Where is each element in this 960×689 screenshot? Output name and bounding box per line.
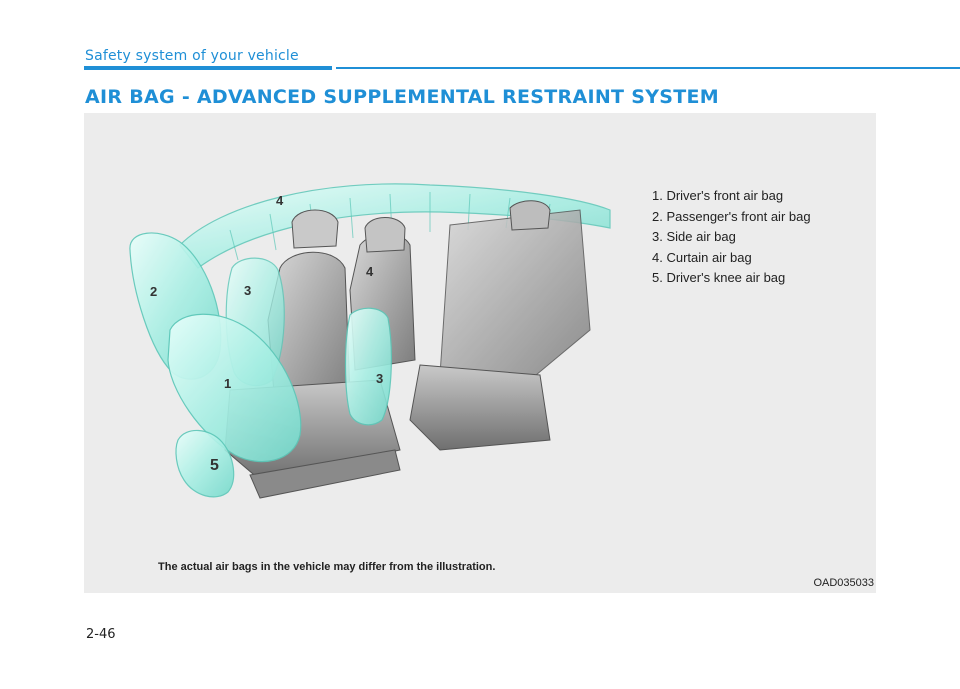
passenger-side-airbag — [346, 308, 392, 425]
callout-4-roof: 4 — [276, 193, 284, 208]
legend-item-passenger-front: 2. Passenger's front air bag — [652, 208, 811, 224]
section-header: Safety system of your vehicle — [85, 48, 299, 64]
callout-3-driver: 3 — [244, 283, 252, 298]
image-code: OAD035033 — [813, 577, 874, 589]
callout-2: 2 — [150, 284, 158, 299]
legend-item-driver-front: 1. Driver's front air bag — [652, 188, 784, 203]
figure-caption: The actual air bags in the vehicle may differ from the illustration. — [158, 561, 496, 573]
airbag-illustration — [110, 150, 630, 528]
passenger-headrest — [365, 218, 405, 253]
page-title: AIR BAG - ADVANCED SUPPLEMENTAL RESTRAINT SYSTEM — [85, 86, 719, 108]
header-rule-thin — [336, 67, 960, 69]
legend-item-side: 3. Side air bag — [652, 229, 736, 244]
airbag-legend — [652, 186, 811, 289]
rear-seat-cushion — [410, 365, 550, 450]
legend-item-curtain: 4. Curtain air bag — [652, 249, 752, 265]
callout-1: 1 — [224, 376, 232, 391]
callout-4-pillar: 4 — [366, 264, 374, 279]
callout-5: 5 — [210, 457, 219, 474]
rear-seat-back — [440, 210, 590, 380]
rear-headrest — [510, 201, 550, 230]
page-number: 2-46 — [86, 627, 116, 642]
header-rule-thick — [84, 66, 332, 70]
driver-headrest — [292, 210, 338, 248]
legend-item-knee: 5. Driver's knee air bag — [652, 270, 786, 285]
callout-3-passenger: 3 — [376, 371, 384, 386]
